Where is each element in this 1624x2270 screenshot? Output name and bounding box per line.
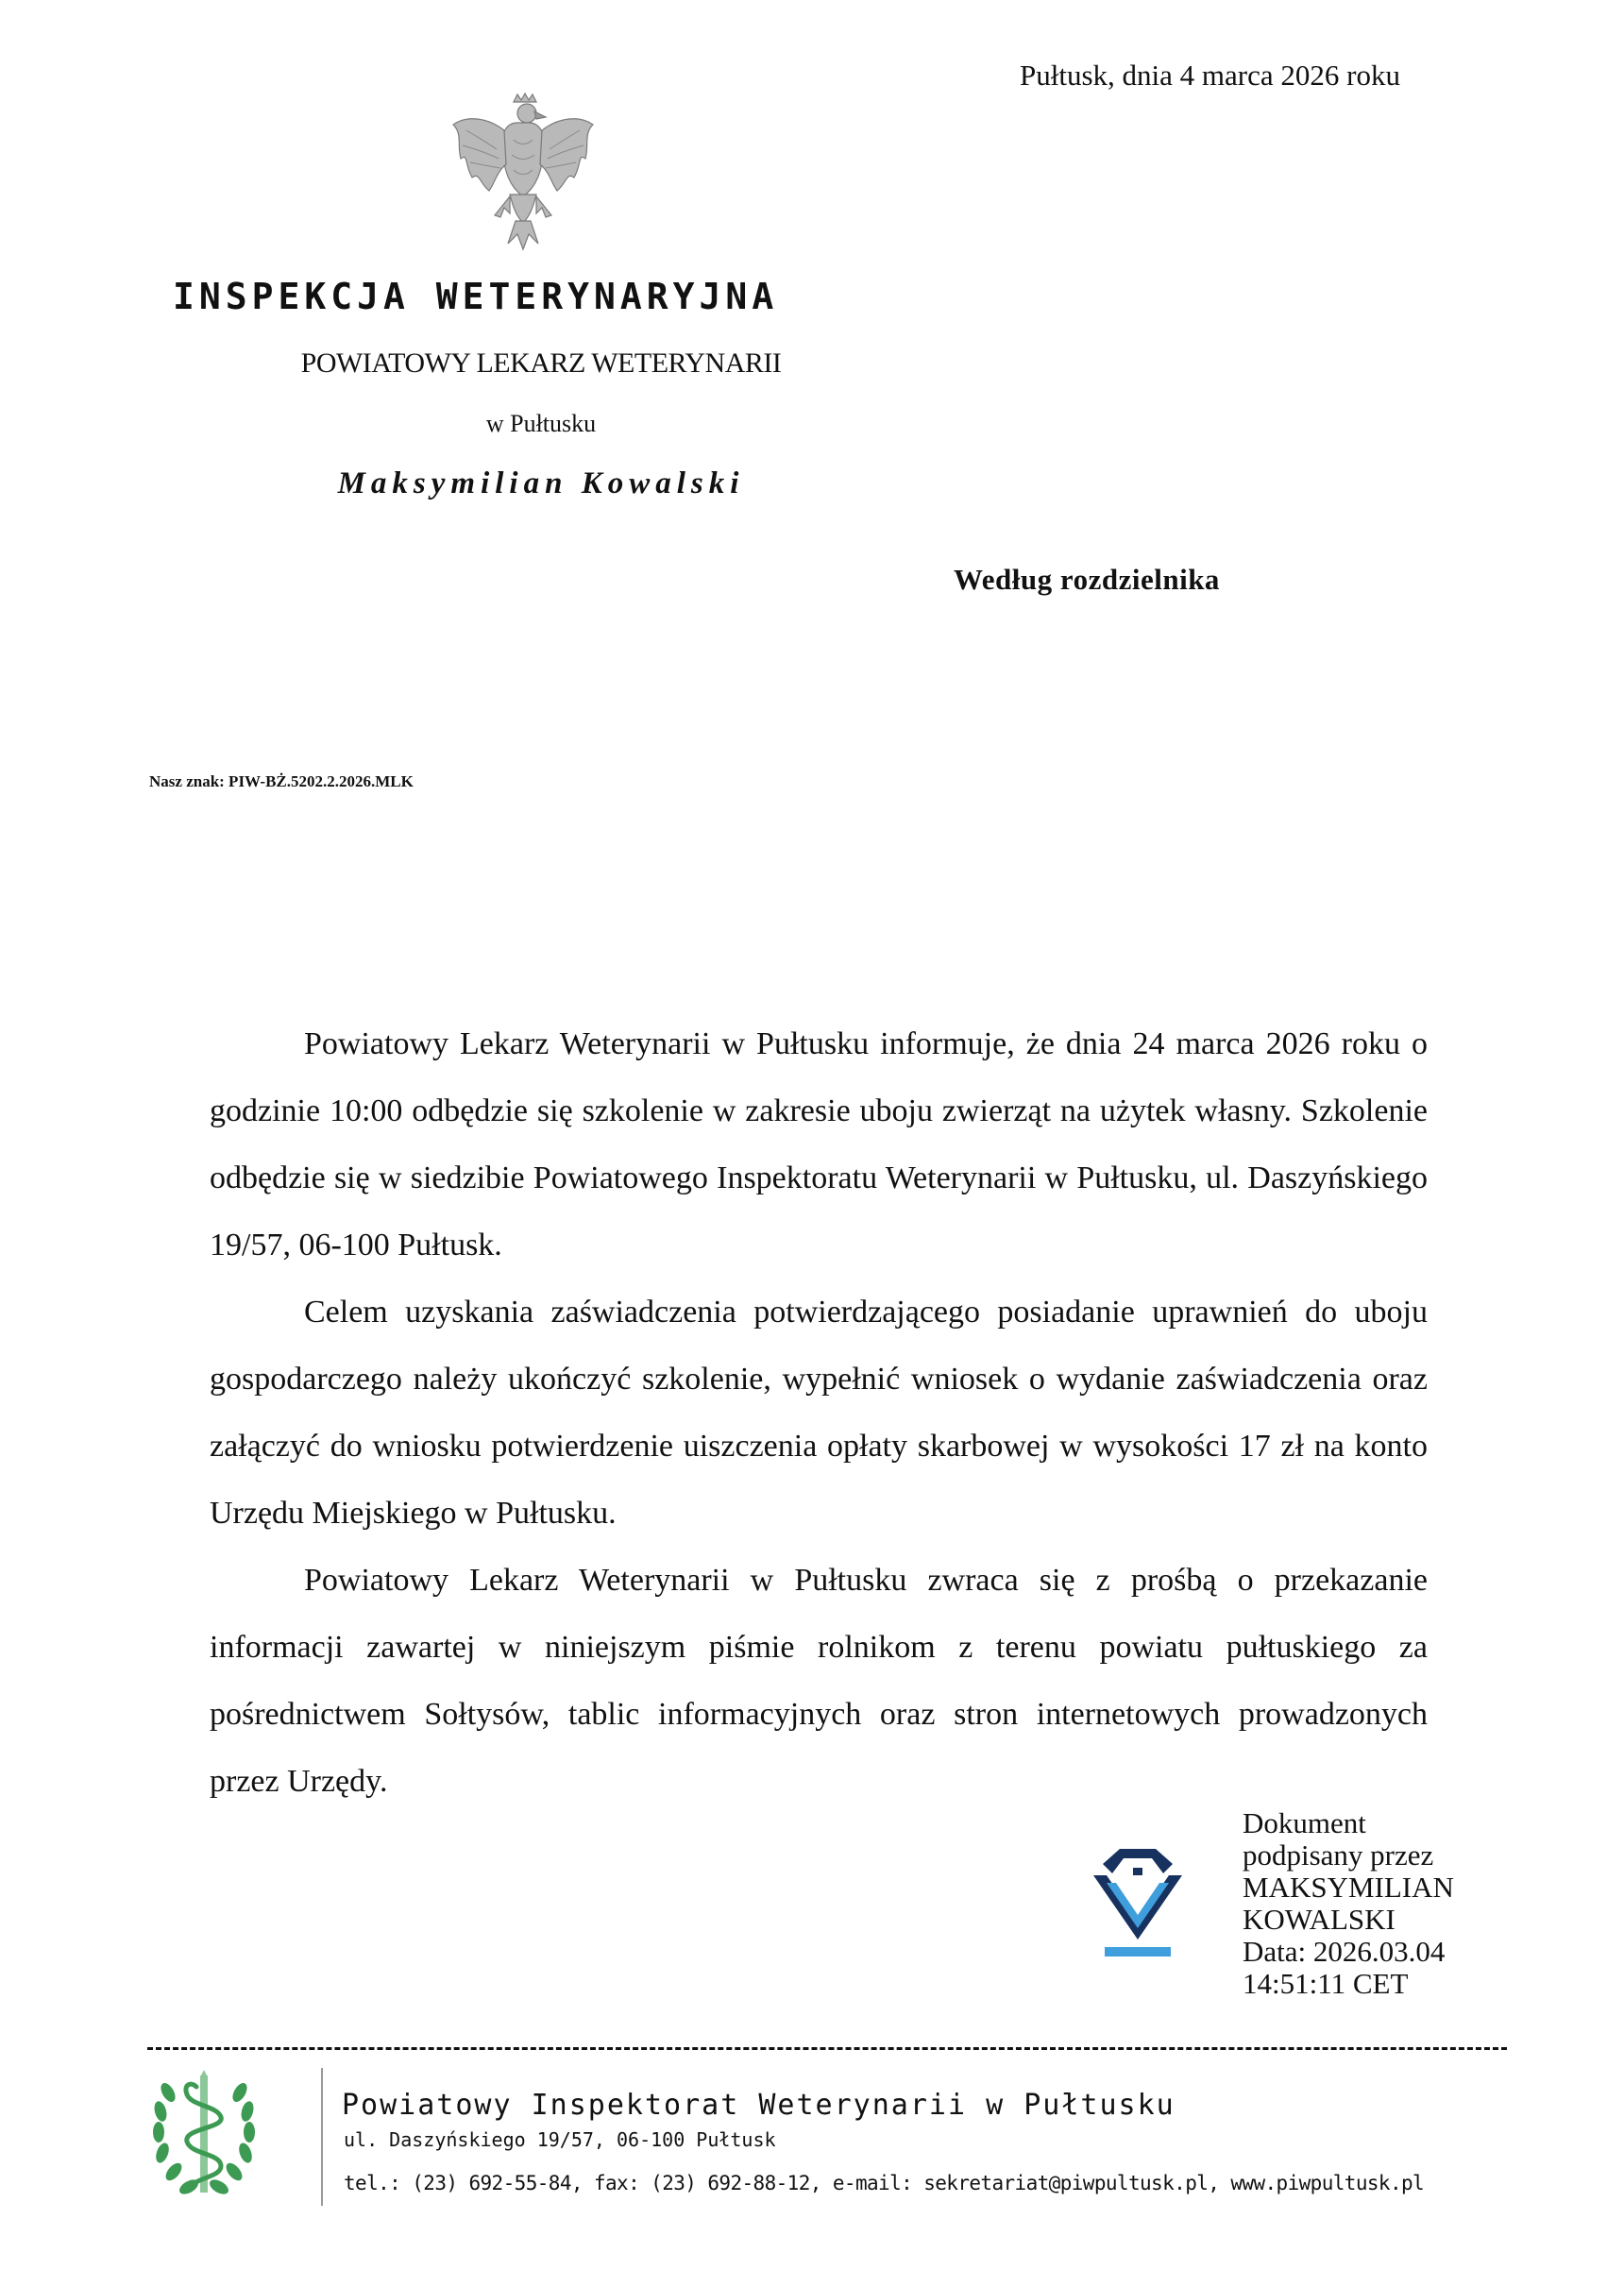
- body-paragraph: Powiatowy Lekarz Weterynarii w Pułtusku zwraca się z prośbą o przekazanie informacji zawartej w niniejszym piśmie rolnikom z terenu powiatu pułtuskiego za pośrednictwem Sołtysów, tablic informacyjnych oraz stron internetowych prowadzonych przez Urzędy.: [210, 1563, 1428, 1799]
- letter-body: [210, 1010, 1428, 1815]
- organization-subtitle: POWIATOWY LEKARZ WETERYNARII: [300, 347, 782, 379]
- document-date: Pułtusk, dnia 4 marca 2026 roku: [1020, 59, 1400, 92]
- polish-eagle-icon: [448, 93, 599, 253]
- recipient: Według rozdzielnika: [954, 563, 1220, 596]
- footer-divider: [321, 2068, 323, 2206]
- signature-line: podpisany przez: [1243, 1838, 1434, 1872]
- footer-separator: [147, 2047, 1507, 2050]
- caduceus-wreath-icon: [149, 2066, 259, 2206]
- footer-address: ul. Daszyńskiego 19/57, 06-100 Pułtusk: [344, 2128, 776, 2151]
- body-paragraph: Celem uzyskania zaświadczenia potwierdzającego posiadanie uprawnień do uboju gospodarczego należy ukończyć szkolenie, wypełnić wniosek o wydanie zaświadczenia oraz załączyć do wniosku potwierdzenie uiszczenia opłaty skarbowej w wysokości 17 zł na konto Urzędu Miejskiego w Pułtusku.: [210, 1295, 1428, 1531]
- signature-line: MAKSYMILIAN: [1243, 1871, 1454, 1904]
- signature-line: Data: 2026.03.04: [1243, 1935, 1446, 1968]
- signature-line: 14:51:11 CET: [1243, 1967, 1409, 2000]
- signature-line: KOWALSKI: [1243, 1903, 1396, 1936]
- footer-institution-name: Powiatowy Inspektorat Weterynarii w Pułtusku: [342, 2089, 1176, 2122]
- body-paragraph: Powiatowy Lekarz Weterynarii w Pułtusku informuje, że dnia 24 marca 2026 roku o godzinie 10:00 odbędzie się szkolenie w zakresie uboju zwierząt na użytek własny. Szkolenie odbędzie się w siedzibie Powiatowego Inspektoratu Weterynarii w Pułtusku, ul. Daszyńskiego 19/57, 06-100 Pułtusk.: [210, 1026, 1428, 1262]
- signature-info: [1243, 1807, 1488, 2000]
- reference-number: Nasz znak: PIW-BŻ.5202.2.2026.MLK: [149, 772, 414, 790]
- organization-title: INSPEKCJA WETERYNARYJNA: [173, 276, 779, 317]
- organization-city: w Pułtusku: [485, 410, 597, 437]
- footer-contact: tel.: (23) 692-55-84, fax: (23) 692-88-12, e-mail: sekretariat@piwpultusk.pl, www.piwpultusk.pl: [344, 2172, 1425, 2194]
- e-signature-icon: [1088, 1841, 1188, 1964]
- signature-line: Dokument: [1243, 1806, 1366, 1839]
- official-name: Maksymilian Kowalski: [337, 466, 745, 500]
